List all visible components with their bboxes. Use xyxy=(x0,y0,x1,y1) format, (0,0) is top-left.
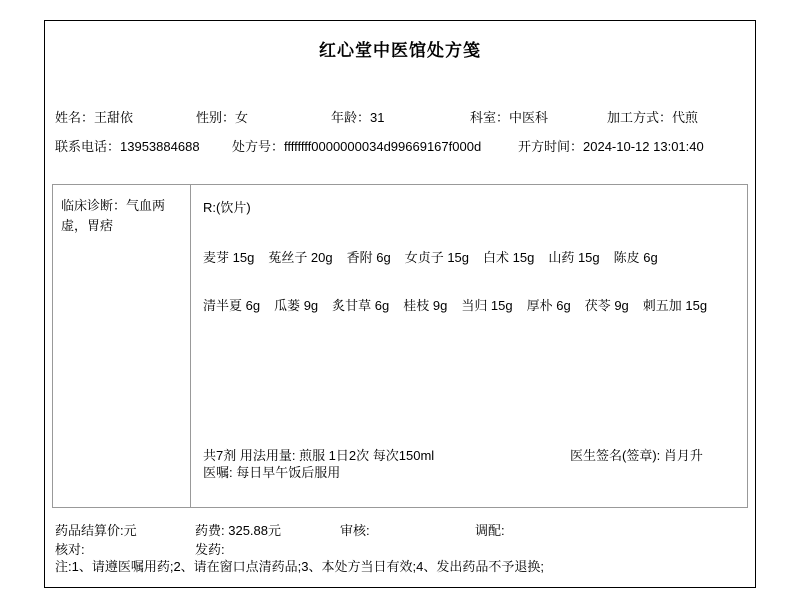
rx-number-value: ffffffff0000000034d99669167f000d xyxy=(284,139,482,154)
herb-item: 瓜蒌 9g xyxy=(274,298,319,313)
phone-label: 联系电话： xyxy=(55,139,121,154)
dispense-field: 调配: xyxy=(475,523,505,538)
doctor-signature xyxy=(570,447,742,464)
prescription-box xyxy=(52,184,748,508)
rx-content-area xyxy=(191,185,747,507)
herb-item: 炙甘草 6g xyxy=(332,298,390,313)
processing-method-value: 代煎 xyxy=(672,110,699,125)
patient-name-label: 姓名： xyxy=(55,110,95,125)
drug-fee-value: 325.88元 xyxy=(228,523,281,538)
rx-time-value: 2024-10-12 13:01:40 xyxy=(583,139,704,154)
department-label: 科室： xyxy=(470,110,510,125)
patient-age-label: 年龄： xyxy=(331,110,371,125)
drug-fee-field xyxy=(195,520,281,539)
herb-item: 菟丝子 20g xyxy=(268,250,333,265)
herb-item: 刺五加 15g xyxy=(642,298,708,313)
processing-method-field xyxy=(607,107,698,126)
footer-note: 注:1、请遵医嘱用药;2、请在窗口点清药品;3、本处方当日有效;4、发出药品不予退换; xyxy=(55,559,544,574)
settlement-price-value: 元 xyxy=(123,523,137,538)
patient-gender-field xyxy=(196,107,248,126)
herb-item: 茯苓 9g xyxy=(584,298,629,313)
patient-age-field xyxy=(331,107,384,126)
herb-item: 香附 6g xyxy=(346,250,391,265)
doctor-signature-name: 肖月升 xyxy=(663,448,703,463)
herb-line xyxy=(203,295,721,314)
phone-value: 13953884688 xyxy=(120,139,200,154)
review-field: 审核: xyxy=(340,523,370,538)
patient-gender-label: 性别： xyxy=(196,110,236,125)
herb-item: 清半夏 6g xyxy=(203,298,261,313)
herb-item: 当归 15g xyxy=(461,298,513,313)
processing-method-label: 加工方式： xyxy=(607,110,673,125)
department-value: 中医科 xyxy=(509,110,549,125)
rx-time-label: 开方时间： xyxy=(518,139,584,154)
rx-number-label: 处方号： xyxy=(232,139,285,154)
diagnosis-label: 临床诊断： xyxy=(61,198,127,213)
usage-instructions xyxy=(203,447,434,481)
herb-item: 麦芽 15g xyxy=(203,250,255,265)
page-title: 红心堂中医馆处方笺 xyxy=(319,41,481,60)
herb-item: 厚朴 6g xyxy=(526,298,571,313)
patient-gender-value: 女 xyxy=(235,110,249,125)
doctor-signature-label: 医生签名(签章): xyxy=(570,448,664,463)
usage-line: 共7剂 用法用量: 煎服 1日2次 每次150ml xyxy=(203,448,435,463)
rx-number-field xyxy=(232,136,481,155)
herb-item: 女贞子 15g xyxy=(404,250,470,265)
patient-age-value: 31 xyxy=(370,110,385,125)
herb-item: 桂枝 9g xyxy=(403,298,448,313)
herb-item: 陈皮 6g xyxy=(613,250,658,265)
settlement-price-label: 药品结算价: xyxy=(55,523,124,538)
clinical-diagnosis xyxy=(53,185,191,507)
department-field xyxy=(470,107,548,126)
rx-form-header: R:(饮片) xyxy=(203,200,251,215)
rx-time-field xyxy=(518,136,704,155)
settlement-price-field xyxy=(55,520,137,539)
herb-item: 山药 15g xyxy=(548,250,600,265)
check-field: 核对: xyxy=(55,542,85,557)
doctor-advice-line: 医嘱: 每日早午饭后服用 xyxy=(203,465,341,480)
patient-name-value: 王甜依 xyxy=(94,110,134,125)
herb-line xyxy=(203,247,672,266)
herb-item: 白术 15g xyxy=(483,250,535,265)
drug-fee-label: 药费: xyxy=(195,523,229,538)
issue-field: 发药: xyxy=(195,542,225,557)
patient-name-field xyxy=(55,107,133,126)
diagnosis-text: 气血两虚，胃痞 xyxy=(61,198,166,234)
phone-field xyxy=(55,136,200,155)
